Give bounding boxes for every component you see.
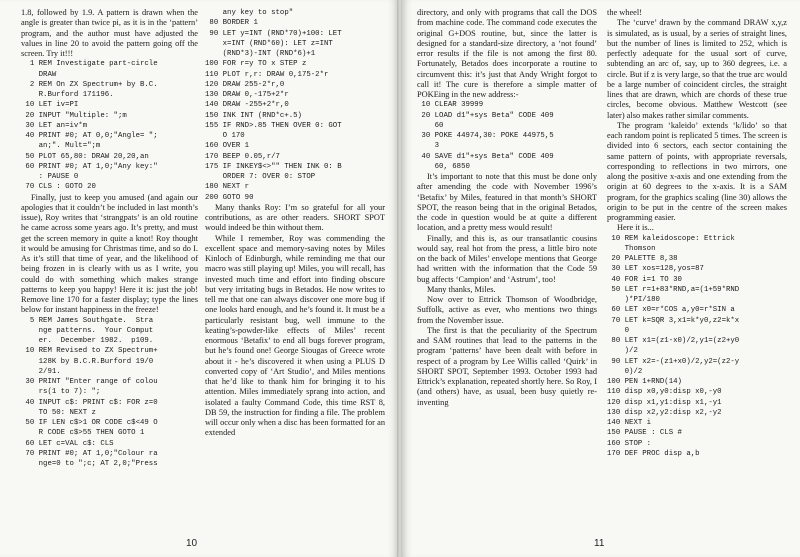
paragraph: The program ‘kaleido’ extends ‘k/lido’ so that each random point is replicated 5 times. The screen is divided into 6 sectors, each sector containing the same pattern of points, with appropriate reversals, corresponding to reflections in two mirrors, one along the positive x-axis and one extending from the origin at 60 degrees to the x-axis. It is a SAM program, for the graphics scaling (line 30) allows the origin to be put in the centre of the screen makes programming easier. xyxy=(607,120,787,222)
paragraph: Many thanks, Miles. xyxy=(427,284,496,294)
paragraph: Finally, and this is, as our transatlantic cousins would say, real hot from the press, a little biro note on the back of Miles’ envelope mentions that George had written with the information that the Code 59 bug affects ‘Campion’ and ‘Astrum’, too! xyxy=(417,233,597,284)
code-listing: 10 CLEAR 39999 20 LOAD d1"+sys Beta" CODE 409 60 30 POKE 44974,30: POKE 44975,5 3 40 SAVE d1"+sys Beta" CODE 409 60, 6850 xyxy=(421,101,554,171)
paragraph: Here it is... xyxy=(617,223,654,233)
code-listing: 1 REM Investigate part-circle DRAW 2 REM On ZX Spectrum+ by B.C. R.Burford 171196. 10 LET iv=PI 20 INPUT "Multiple: ";m 30 LET an=iv*m 40 PRINT #0; AT 0,0;"Angle= "; an;". Mult=";m 50 PLOT 65,80: DRAW 20,20,an 60 PRINT #0; AT 1,0;"Any key:" : PAUSE 0 70 CLS : GOTO 20 xyxy=(25,60,158,192)
right-page-column-2 xyxy=(607,8,787,459)
page-number-right: 11 xyxy=(594,538,605,549)
right-page xyxy=(402,0,800,557)
right-page-column-1 xyxy=(417,8,597,408)
paragraph: the wheel! xyxy=(607,8,642,17)
left-page-column-2 xyxy=(205,8,385,439)
paragraph: Now over to Ettrick Thomson of Woodbridge, Suffolk, active as ever, who mentions two things from the November issue. xyxy=(417,295,597,325)
paragraph: Finally, just to keep you amused (and again our apologies that it couldn’t be included in last month’s issue), Roy writes that ‘strangpats’ is an old routine he came across some years ago. It’s pretty, and must get the screen memory in quite a knot! Roy thought it would be amusing for Christmas time, and so do I. As it’s still that time of year, and the likelihood of being frozen in is clearly with us as I write, you could do with something which makes strange patterns to keep you happy! Here it is: just the job! Remove line 170 for a faster display; type the lines below for instant happiness in the freeze! xyxy=(21,192,198,315)
paragraph: The first is that the peculiarity of the Spectrum and SAM routines that lead to the patterns in the program ‘patterns’ have been dealt with before in respect of a program by Lee Willis called ‘Quirk’ in SHORT SPOT, September 1993. October 1993 had Ettrick’s explanation, repeated shortly here. So Roy, I (and others) have, as usual, been busy quietly re-inventing xyxy=(417,325,597,407)
left-page xyxy=(0,0,398,557)
paragraph: The ‘curve’ drawn by the command DRAW x,y,z is simulated, as is usual, by a series of straight lines, but the number of lines is limited to 252, which is perfectly adequate for the usual sort of curve, subtending an arc of, say, up to 360 degrees, i.e. a circle. But if z is very large, so that the true arc would be a large number of coincident circles, the straight lines that are drawn, which are chords of these true circles, become obvious. Matthew Westcott (see later) also makes rather similar comments. xyxy=(607,18,787,120)
paragraph: directory, and only with programs that call the DOS from machine code. The command code executes the original G+DOS routine, but, since the latter is designed for a standard-size directory, a ‘not found’ error results if the file is not among the first 80. Fortunately, Betados does incorporate a routine to circumvent this: it’s just that Andy Wright forgot to call it! The cure is therefore a simple matter of POKEing in the new address:- xyxy=(417,8,597,99)
paragraph: 1.8, followed by 1.9. A pattern is drawn when the angle is greater than twice pi, as it is in the ‘pattern’ program, and the author must have adjusted the values in line 20 to avoid the pattern going off the screen. Try it!!! xyxy=(21,8,198,58)
paragraph: While I remember, Roy was commending the excellent space and memory-saving notes by Miles Kinloch of Edinburgh, while reminding me that our macro was still playing up! Miles, you will recall, has invested much time and effort into finding obscure but very irritating bugs in Betados. He now writes to tell me that one can always discover one more bug if one looks hard enough, and he’s found it. It must be a particularly resistant bug, well immune to the keating’s-powder-like effects of Miles’ recent enormous ‘Betafix’ to end all bugs forever program, but he’s found one! George Siougas of Greece wrote about it - he’s discovered it when using a PLUS D converted copy of ‘Art Studio’, and Miles mentions that he’d like to thank him for bringing it to his attention. Miles immediately sprang into action, and isolated a faulty Command Code, this time RST 8, DB 59, the instruction for finding a file. The problem will occur only when a disc has been formatted for an extended xyxy=(205,233,385,438)
code-listing: any key to stop" 80 BORDER 1 90 LET y=INT (RND*70)+100: LET x=INT (RND*60): LET z=INT (RND*3)-INT (RND*6)+1 100 FOR r=y TO x STEP z 110 PLOT r,r: DRAW 0,175-2*r 120 DRAW 255-2*r,0 130 DRAW 0,-175+2*r 140 DRAW -255+2*r,0 150 INK INT (RND*c+.5) 155 IF RND>.85 THEN OVER 0: GOT O 170 160 OVER 1 170 BEEP 0.05,r/7 175 IF INKEY$<>"" THEN INK 0: B ORDER 7: OVER 0: STOP 180 NEXT r 200 GOTO 90 xyxy=(205,9,342,202)
paragraph: Many thanks Roy: I’m so grateful for all your contributions, as are other readers. SHORT SPOT would indeed be thin without them. xyxy=(205,202,385,233)
code-listing: 10 REM kaleidoscope: Ettrick Thomson 20 PALETTE 8,38 30 LET xos=128,yos=87 40 FOR i=1 TO 30 50 LET r=1+83*RND,a=(1+59*RND )*PI/180 60 LET x0=r*COS a,y0=r*SIN a 70 LET k=SQR 3,x1=k*y0,z2=k*x 0 80 LET x1=(z1-x0)/2,y1=(z2+y0 )/2 90 LET x2=-(z1+x0)/2,y2=(z2-y 0)/2 100 PEN 1+RND(14) 110 disp x0,y0:disp x0,-y0 120 disp x1,y1:disp x1,-y1 130 disp x2,y2:disp x2,-y2 140 NEXT i 150 PAUSE : CLS # 160 STOP : 170 DEF PROC disp a,b xyxy=(607,234,740,458)
page-number-left: 10 xyxy=(186,538,198,549)
paragraph: It’s important to note that this must be done only after amending the code with November 1996’s ‘Betafix’ by Miles, featured in that month’s SHORT SPOT, the reason being that in the original Betados, the code in question would be at quite a different location, and a pretty mess would result! xyxy=(417,172,597,233)
left-page-column-1 xyxy=(21,8,198,469)
code-listing: 5 REM James Southgate. Stra nge patterns. Your Comput er. December 1982. p109. 10 REM Revised to ZX Spectrum+ 128K by B.C.R.Burford 19/0 2/91. 30 PRINT "Enter range of colou rs(1 to 7): "; 40 INPUT c$: PRINT c$: FOR z=0 TO 50: NEXT z 50 IF LEN c$>1 OR CODE c$<49 O R CODE c$>55 THEN GOTO 1 60 LET c=VAL c$: CLS 70 PRINT #0; AT 1,0;"Colour ra nge=0 to ";c; AT 2,0;"Press xyxy=(25,316,158,468)
